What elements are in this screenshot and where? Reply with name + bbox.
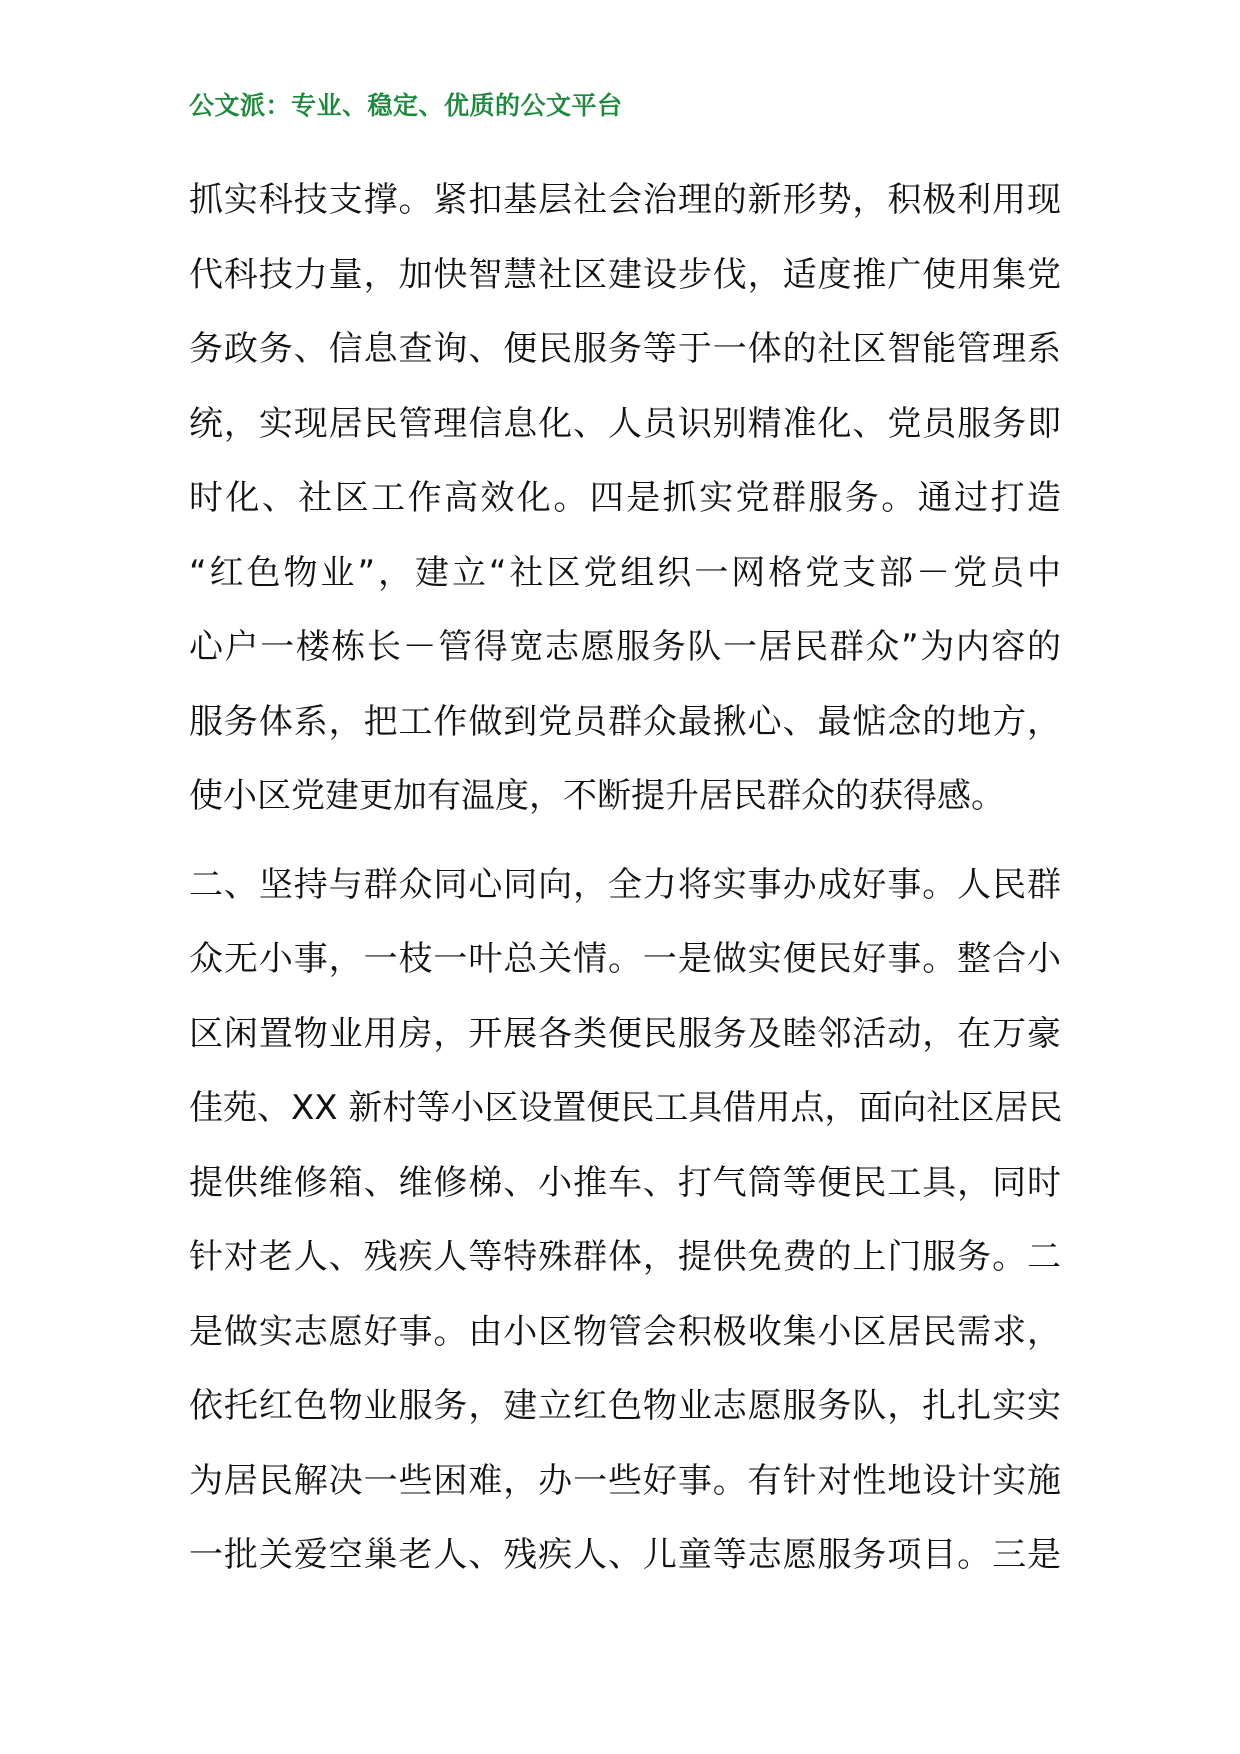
text-line: 是做实志愿好事。由小区物管会积极收集小区居民需求， xyxy=(189,1311,1061,1352)
text-line: 为居民解决一些困难，办一些好事。有针对性地设计实施 xyxy=(189,1460,1061,1501)
text-line: 务政务、信息查询、便民服务等于一体的社区智能管理系 xyxy=(189,329,1061,369)
site-header: 公文派：专业、稳定、优质的公文平台 xyxy=(189,91,623,120)
text-line: 心户一楼栋长－管得宽志愿服务队一居民群众”为内容的 xyxy=(189,627,1061,667)
text-line: 代科技力量，加快智慧社区建设步伐，适度推广使用集党 xyxy=(189,254,1061,295)
text-line: 依托红色物业服务，建立红色物业志愿服务队，扎扎实实 xyxy=(189,1386,1061,1426)
text-line: 区闲置物业用房，开展各类便民服务及睦邻活动，在万豪 xyxy=(189,1013,1061,1054)
text-line: 使小区党建更加有温度，不断提升居民群众的获得感。 xyxy=(189,776,1005,816)
text-line: 时化、社区工作高效化。四是抓实党群服务。通过打造 xyxy=(189,478,1061,518)
text-line: 一批关爱空巢老人、残疾人、儿童等志愿服务项目。三是 xyxy=(189,1535,1061,1575)
text-line: 抓实科技支撑。紧扣基层社会治理的新形势，积极利用现 xyxy=(189,180,1061,220)
document-body xyxy=(189,163,1061,1607)
paragraph-2 xyxy=(189,848,1061,1593)
text-line: 二、坚持与群众同心同向，全力将实事办成好事。人民群 xyxy=(189,864,1061,905)
text-line: “红色物业”，建立“社区党组织一网格党支部－党员中 xyxy=(189,552,1061,593)
text-line: 针对老人、残疾人等特殊群体，提供免费的上门服务。二 xyxy=(189,1237,1061,1277)
text-line: 众无小事，一枝一叶总关情。一是做实便民好事。整合小 xyxy=(189,939,1061,979)
paragraph-1 xyxy=(189,163,1061,834)
text-line: 服务体系，把工作做到党员群众最揪心、最惦念的地方， xyxy=(189,701,1061,742)
text-line: 统，实现居民管理信息化、人员识别精准化、党员服务即 xyxy=(189,403,1061,444)
text-line: 佳苑、XX 新村等小区设置便民工具借用点，面向社区居民 xyxy=(189,1088,1063,1128)
text-line: 提供维修箱、维修梯、小推车、打气筒等便民工具，同时 xyxy=(189,1162,1061,1203)
